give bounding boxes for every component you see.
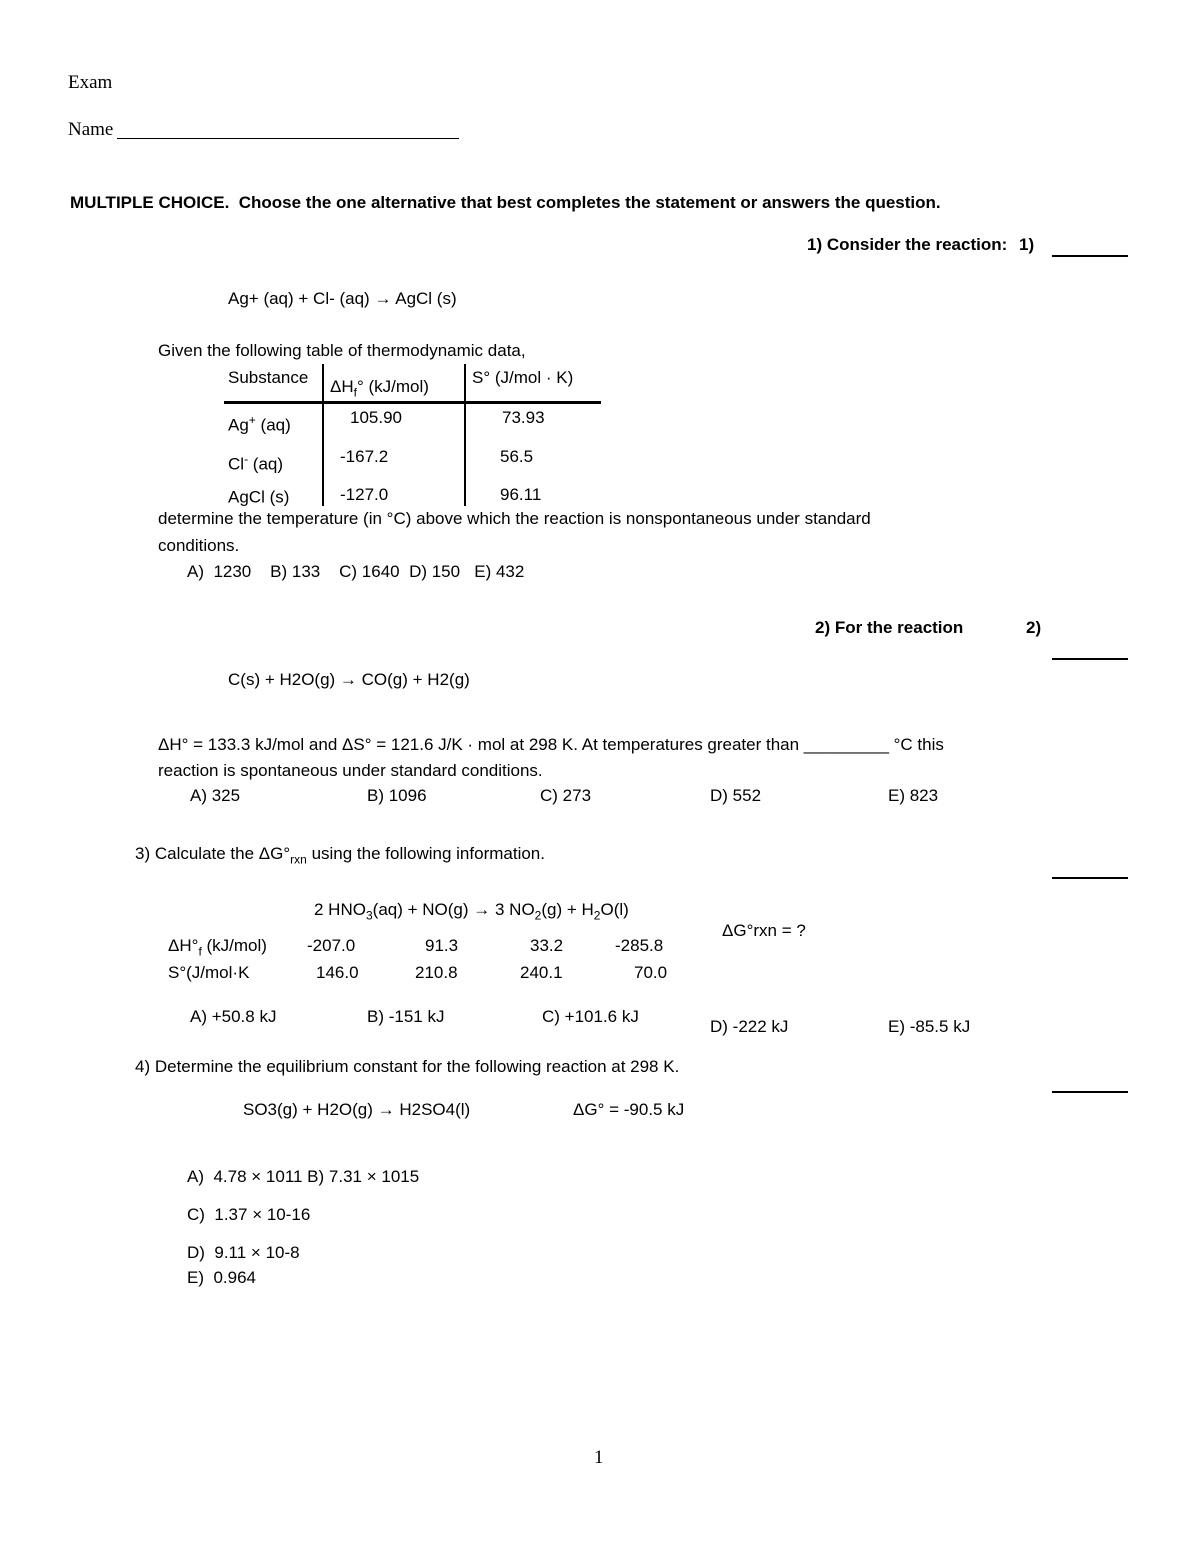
q2-prompt: 2) For the reaction: [815, 618, 964, 637]
q1-table-intro: Given the following table of thermodynamic data,: [158, 341, 526, 360]
row-substance: Cl- (aq): [228, 452, 284, 474]
q2-margin-number: 2): [1026, 618, 1042, 637]
q4-answer-blank[interactable]: [1052, 1091, 1128, 1093]
q2-answer-a[interactable]: A) 325: [190, 786, 241, 805]
q3-enthalpy-value: 33.2: [530, 936, 564, 955]
q3-entropy-value: 240.1: [520, 963, 563, 982]
page-number: 1: [594, 1447, 604, 1468]
q4-answer-ab[interactable]: A) 4.78 × 1011 B) 7.31 × 1015: [187, 1167, 420, 1186]
q1-equation: Ag+ (aq) + Cl- (aq) → AgCl (s): [228, 289, 457, 308]
q2-equation: C(s) + H2O(g) → CO(g) + H2(g): [228, 670, 470, 689]
q3-answer-d[interactable]: D) -222 kJ: [710, 1017, 789, 1036]
table-divider-1: [322, 364, 324, 506]
q1-prompt: 1) Consider the reaction:: [807, 235, 1008, 254]
q3-answer-blank[interactable]: [1052, 877, 1128, 879]
instructions: [70, 193, 941, 213]
q3-entropy-value: 146.0: [316, 963, 359, 982]
exam-title: Exam: [68, 72, 113, 93]
q3-enthalpy-value: 91.3: [425, 936, 459, 955]
q2-answer-b[interactable]: B) 1096: [367, 786, 427, 805]
instructions-prefix: MULTIPLE CHOICE.: [70, 193, 230, 212]
q4-answer-d[interactable]: D) 9.11 × 10-8: [187, 1243, 300, 1262]
row-substance: AgCl (s): [228, 487, 290, 507]
q2-text-line2: reaction is spontaneous under standard conditions.: [158, 761, 543, 780]
q3-enthalpy-label: $\Delta H^\circ_f$ (kJ/mol): [168, 936, 267, 959]
q3-answer-c[interactable]: C) +101.6 kJ: [542, 1007, 639, 1026]
row-enthalpy: -167.2: [340, 447, 389, 466]
name-label: Name: [68, 119, 114, 140]
q1-question-line2: conditions.: [158, 536, 240, 555]
q3-answer-a[interactable]: A) +50.8 kJ: [190, 1007, 277, 1026]
q1-question-line1: determine the temperature (in °C) above which the reaction is nonspontaneous under standard: [158, 509, 871, 528]
q3-entropy-value: 210.8: [415, 963, 458, 982]
q3-entropy-label: S°(J/mol·K: [168, 963, 250, 982]
q3-prompt: 3) Calculate the $\Delta G^\circ_{rxn}$ using the following information.: [135, 844, 545, 867]
name-field-line[interactable]: [117, 138, 459, 139]
q3-answer-e[interactable]: E) -85.5 kJ: [888, 1017, 971, 1036]
row-substance: Ag+ (aq): [228, 413, 291, 435]
q2-answer-c[interactable]: C) 273: [540, 786, 592, 805]
q3-entropy-value: 70.0: [634, 963, 668, 982]
q4-equation: SO3(g) + H2O(g) → H2SO4(l): [243, 1100, 471, 1119]
q4-answer-e[interactable]: E) 0.964: [187, 1268, 256, 1287]
col-enthalpy: $\Delta H_f^\circ$ (kJ/mol): [330, 377, 429, 400]
row-enthalpy: 105.90: [350, 408, 402, 427]
instructions-text: Choose the one alternative that best completes the statement or answers the question.: [238, 193, 941, 212]
q3-equation: 2 $HNO_3(aq) + NO(g) \to 3$ $NO_2(g) + H_2O(l)$: [314, 900, 629, 923]
q1-answer-blank[interactable]: [1052, 255, 1128, 257]
q4-answer-c[interactable]: C) 1.37 × 10-16: [187, 1205, 311, 1224]
q3-enthalpy-value: -285.8: [615, 936, 664, 955]
q2-answer-e[interactable]: E) 823: [888, 786, 939, 805]
q2-answer-d[interactable]: D) 552: [710, 786, 762, 805]
q3-enthalpy-value: -207.0: [307, 936, 356, 955]
row-entropy: 96.11: [500, 485, 542, 504]
col-substance: Substance: [228, 368, 309, 387]
q1-margin-number: 1): [1019, 235, 1035, 254]
q3-answer-b[interactable]: B) -151 kJ: [367, 1007, 445, 1026]
row-entropy: 56.5: [500, 447, 534, 466]
q2-answer-blank[interactable]: [1052, 658, 1128, 660]
table-divider-2: [464, 364, 466, 506]
row-entropy: 73.93: [502, 408, 545, 427]
col-entropy: S° (J/mol · K): [472, 368, 574, 387]
row-enthalpy: -127.0: [340, 485, 389, 504]
q1-answers[interactable]: A) 1230 B) 133 C) 1640 D) 150 E) 432: [187, 562, 525, 581]
q3-dg-label: ΔG°rxn = ?: [722, 921, 806, 940]
q4-prompt: 4) Determine the equilibrium constant for the following reaction at 298 K.: [135, 1057, 680, 1076]
q4-dg: ΔG° = -90.5 kJ: [573, 1100, 685, 1119]
table-header-rule: [224, 401, 601, 404]
q2-text-line1: ΔH° = 133.3 kJ/mol and ΔS° = 121.6 J/K · mol at 298 K. At temperatures greater than _________ °C this: [158, 735, 944, 754]
